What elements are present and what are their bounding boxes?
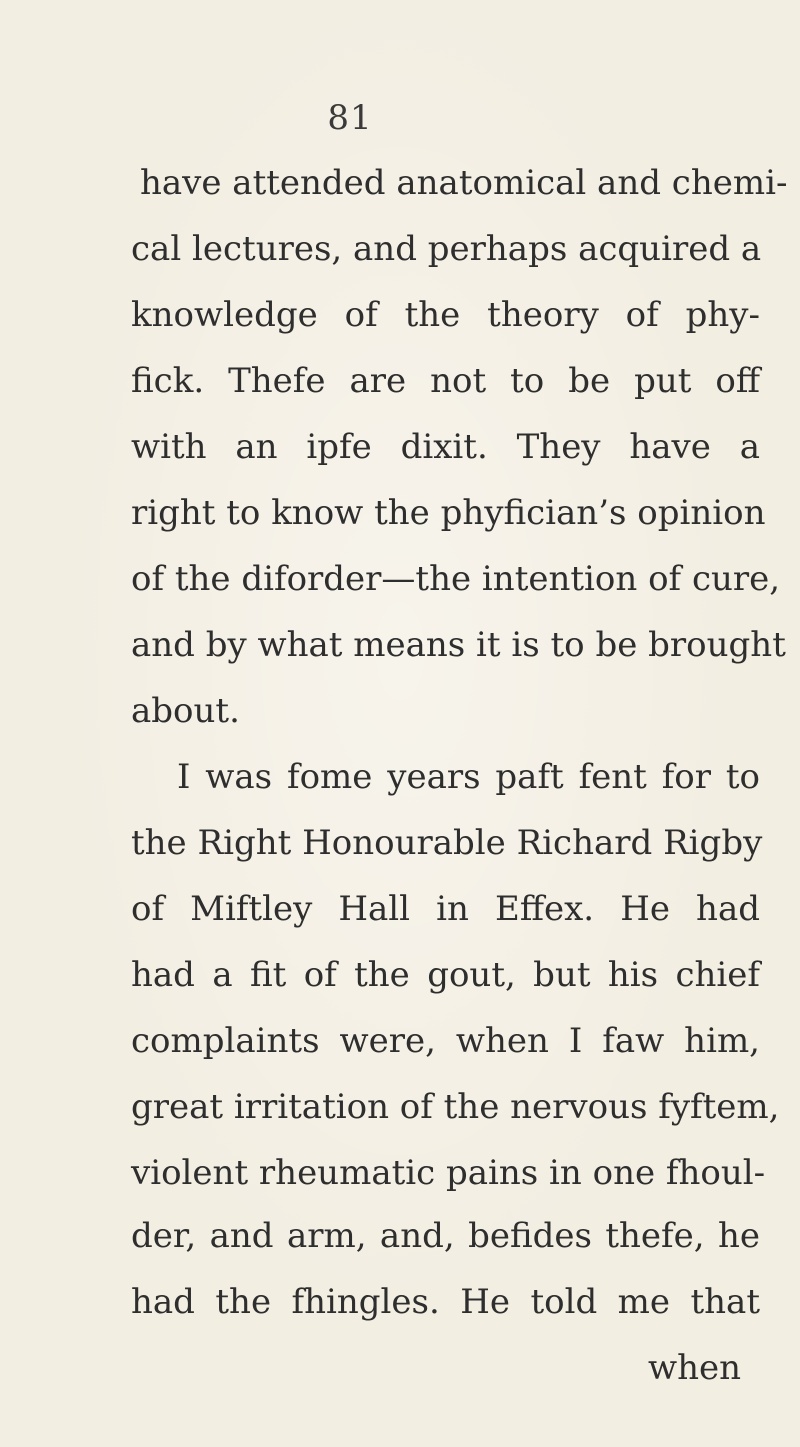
text-line: of the diforder—the intention of cure,: [131, 559, 781, 599]
text-line: fick. Thefe are not to be put off: [131, 361, 760, 401]
text-line: cal lectures, and perhaps acquired a: [131, 229, 762, 269]
text-line: and by what means it is to be brought: [131, 625, 786, 665]
text-line: of Miftley Hall in Effex. He had: [131, 889, 760, 929]
text-line: complaints were, when I faw him,: [131, 1021, 760, 1061]
text-line: knowledge of the theory of phy-: [131, 295, 760, 335]
text-line: right to know the phyfician’s opinion: [131, 493, 766, 533]
catchword: when: [648, 1348, 742, 1388]
text-line: about.: [131, 691, 240, 731]
text-line: have attended anatomical and chemi-: [140, 163, 788, 203]
page-number: 81: [327, 98, 373, 138]
text-line: with an ipfe dixit. They have a: [131, 427, 760, 467]
text-line: der, and arm, and, befides thefe, he: [131, 1216, 760, 1256]
text-line: the Right Honourable Richard Rigby: [131, 823, 763, 863]
text-line: violent rheumatic pains in one fhoul-: [131, 1153, 766, 1193]
text-line: great irritation of the nervous fyftem,: [131, 1087, 780, 1127]
text-line: I was fome years paft fent for to: [177, 757, 760, 797]
text-line: had a fit of the gout, but his chief: [131, 955, 760, 995]
text-line: had the fhingles. He told me that: [131, 1282, 760, 1322]
